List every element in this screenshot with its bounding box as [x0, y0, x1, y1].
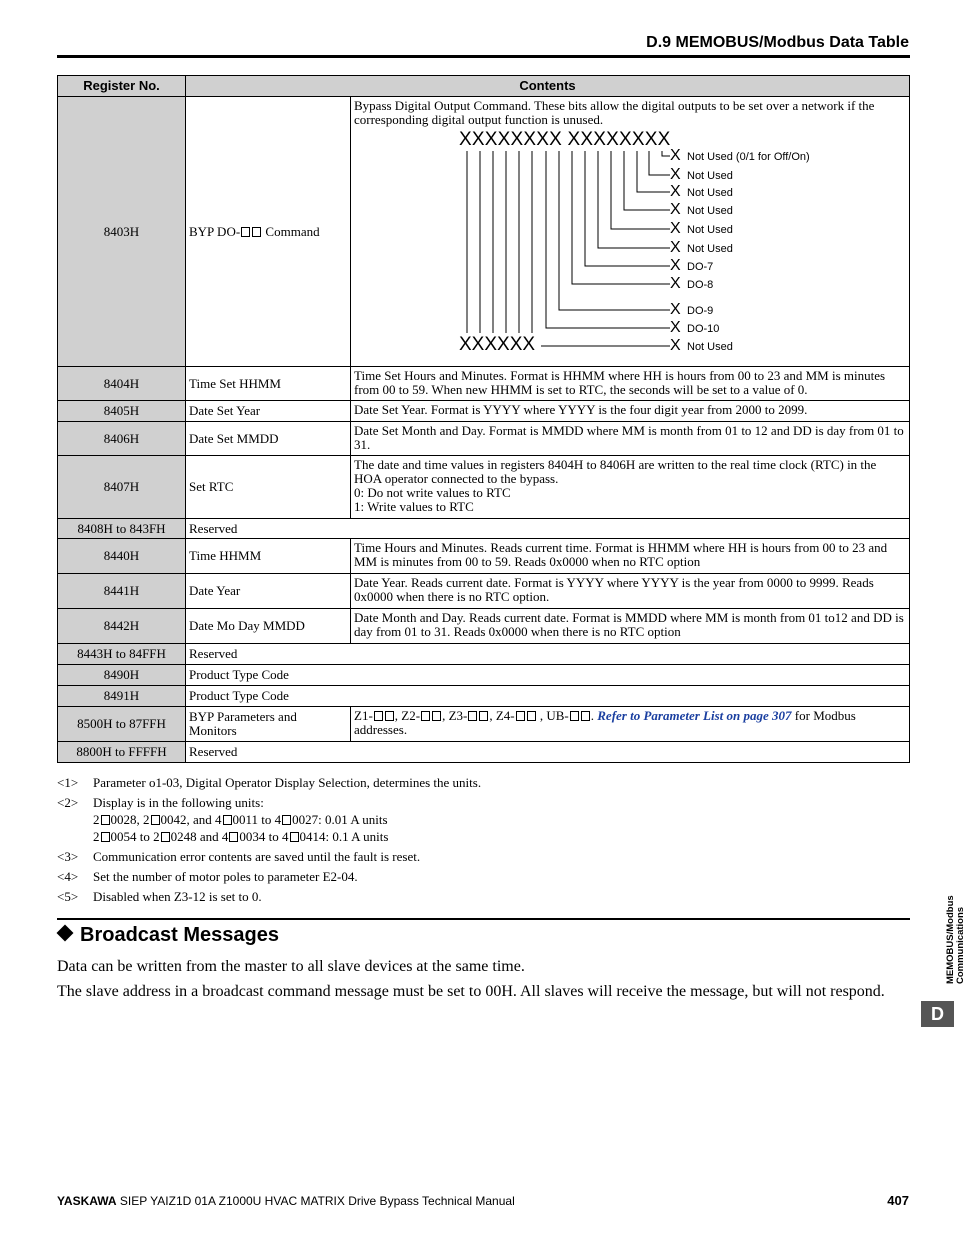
bit-label: Not Used	[687, 243, 733, 255]
register-name: Reserved	[186, 644, 910, 665]
register-name: Product Type Code	[186, 665, 910, 686]
table-row	[58, 707, 910, 742]
register-no: 8800H to FFFFH	[58, 742, 186, 763]
table-row	[58, 686, 910, 707]
register-description: Date Month and Day. Reads current date. Format is MMDD where MM is month from 01 to12 and DD is day from 01 to 31. Reads 0x0000 when there is no RTC option	[351, 609, 910, 644]
register-no: 8403H	[58, 97, 186, 367]
bit-diagram	[354, 131, 904, 363]
bit-label: Not Used	[687, 170, 733, 182]
bit-label: DO-10	[687, 323, 720, 335]
body-paragraph: Data can be written from the master to all slave devices at the same time.	[57, 958, 525, 975]
table-header-row	[58, 76, 910, 97]
register-name: Reserved	[186, 742, 910, 763]
parameter-list-link[interactable]: Refer to Parameter List on page 307	[597, 708, 792, 723]
page-footer: YASKAWA SIEP YAIZ1D 01A Z1000U HVAC MATRIX Drive Bypass Technical Manual	[57, 1194, 515, 1208]
register-no: 8405H	[58, 401, 186, 422]
table-row	[58, 422, 910, 456]
header-rule	[57, 55, 910, 58]
register-name: Date Set Year	[186, 401, 351, 422]
running-header-title: D.9 MEMOBUS/Modbus Data Table	[646, 34, 909, 51]
diamond-bullet-icon	[57, 925, 74, 942]
bit-x: X	[670, 257, 681, 274]
register-description: Z1- , Z2- , Z3- , Z4- , UB- . Refer to Parameter List on page 307 for Modbus addresses.	[351, 707, 910, 742]
bit-label: Not Used	[687, 205, 733, 217]
table-row	[58, 97, 910, 367]
bit-x: X	[670, 275, 681, 292]
bit-label: Not Used	[687, 224, 733, 236]
register-name: BYP Parameters and Monitors	[186, 707, 351, 742]
register-no: 8440H	[58, 539, 186, 574]
bit-label: Not Used	[687, 341, 733, 353]
register-no: 8408H to 843FH	[58, 519, 186, 539]
register-description: Date Year. Reads current date. Format is YYYY where YYYY is the year from 0000 to 9999. Reads 0x0000 when there is no RTC option.	[351, 574, 910, 609]
side-tab-label: MEMOBUS/Modbus Communications	[945, 895, 966, 984]
bit-x: X	[670, 166, 681, 183]
bit-x: X	[670, 239, 681, 256]
table-row	[58, 519, 910, 539]
register-name: Product Type Code	[186, 686, 910, 707]
col-header-contents: Contents	[186, 76, 910, 97]
bit-x: X	[670, 201, 681, 218]
register-name: Date Mo Day MMDD	[186, 609, 351, 644]
register-description: Time Set Hours and Minutes. Format is HHMM where HH is hours from 00 to 23 and MM is minutes from 00 to 59. When new HHMM is set to RTC, the seconds will be set to a value of 0.	[351, 367, 910, 401]
bit-x: X	[670, 337, 681, 354]
register-no: 8441H	[58, 574, 186, 609]
register-name: Set RTC	[186, 456, 351, 519]
section-rule	[57, 918, 910, 920]
register-no: 8404H	[58, 367, 186, 401]
bit-x: X	[670, 301, 681, 318]
bit-lines	[354, 131, 904, 363]
register-name: Date Year	[186, 574, 351, 609]
table-row	[58, 401, 910, 422]
register-description: Date Set Year. Format is YYYY where YYYY is the four digit year from 2000 to 2099.	[351, 401, 910, 422]
register-name: Time Set HHMM	[186, 367, 351, 401]
table-row	[58, 574, 910, 609]
table-row	[58, 456, 910, 519]
table-row	[58, 665, 910, 686]
bit-label: DO-8	[687, 279, 714, 291]
bit-x: X	[670, 220, 681, 237]
register-no: 8443H to 84FFH	[58, 644, 186, 665]
register-description: Date Set Month and Day. Format is MMDD where MM is month from 01 to 12 and DD is day from 01 to 31.	[351, 422, 910, 456]
bit-x: X	[670, 319, 681, 336]
register-name: BYP DO- Command	[186, 97, 351, 367]
register-no: 8406H	[58, 422, 186, 456]
register-no: 8500H to 87FFH	[58, 707, 186, 742]
register-name: Reserved	[186, 519, 910, 539]
register-no: 8490H	[58, 665, 186, 686]
bit-label: DO-9	[687, 305, 714, 317]
register-no: 8491H	[58, 686, 186, 707]
page-number: 407	[887, 1193, 909, 1208]
bit-mask-top: XXXXXXXX XXXXXXXX	[459, 129, 671, 150]
register-description: Time Hours and Minutes. Reads current time. Format is HHMM where HH is hours from 00 to 23 and MM is minutes from 00 to 59. Reads 0x0000 when no RTC option	[351, 539, 910, 574]
body-paragraph: The slave address in a broadcast command message must be set to 00H. All slaves will receive the message, but will not respond.	[57, 983, 885, 1000]
register-no: 8407H	[58, 456, 186, 519]
bit-label: Not Used	[687, 187, 733, 199]
table-row	[58, 644, 910, 665]
bit-label: DO-7	[687, 261, 714, 273]
bit-x: X	[670, 147, 681, 164]
table-row	[58, 742, 910, 763]
table-row	[58, 539, 910, 574]
register-table	[57, 75, 910, 763]
table-row	[58, 367, 910, 401]
bit-x: X	[670, 183, 681, 200]
bypass-do-description: Bypass Digital Output Command. These bits allow the digital outputs to be set over a network if the corresponding digital output function is unused.	[354, 98, 875, 127]
register-description: The date and time values in registers 8404H to 8406H are written to the real time clock (RTC) in the HOA operator connected to the bypass. 0: Do not write values to RTC 1: Write values to RTC	[351, 456, 910, 519]
section-title: Broadcast Messages	[57, 924, 279, 947]
register-description	[351, 97, 910, 367]
table-row	[58, 609, 910, 644]
register-name: Date Set MMDD	[186, 422, 351, 456]
register-name: Time HHMM	[186, 539, 351, 574]
bit-label: Not Used (0/1 for Off/On)	[687, 151, 810, 163]
col-header-register: Register No.	[58, 76, 186, 97]
side-tab-letter: D	[921, 1001, 954, 1027]
register-no: 8442H	[58, 609, 186, 644]
bit-mask-bottom: XXXXXX	[459, 334, 536, 355]
